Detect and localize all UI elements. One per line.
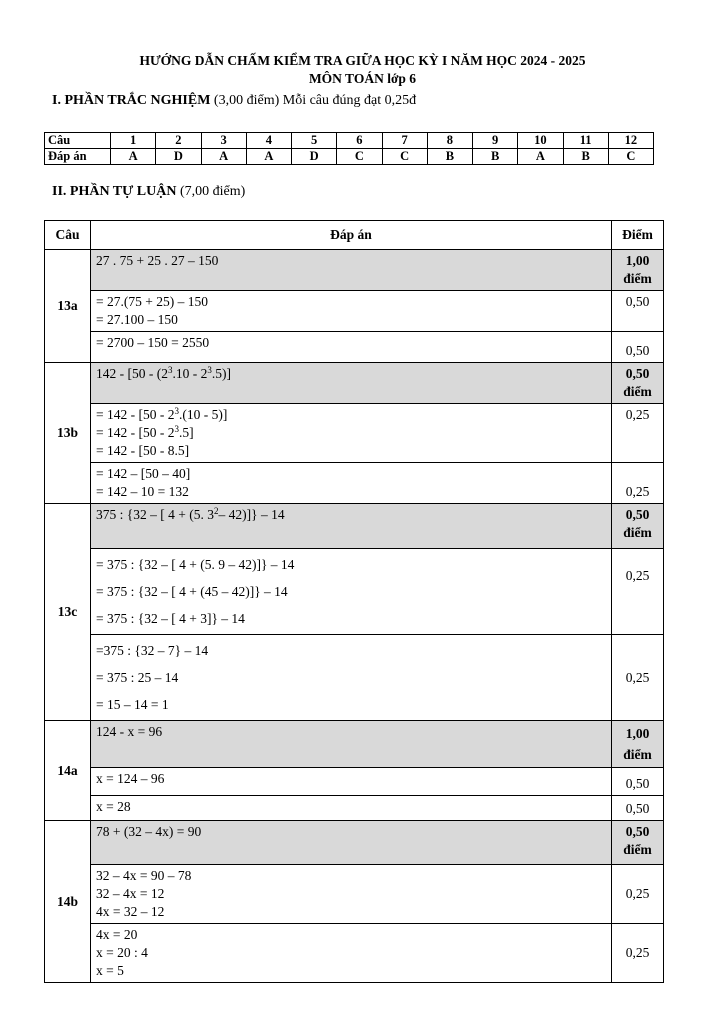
step-line: = 27.(75 + 25) – 150 bbox=[96, 294, 208, 309]
step-line: 32 – 4x = 90 – 78 bbox=[96, 868, 192, 883]
mc-question: 9 bbox=[473, 133, 518, 149]
document-subtitle: MÔN TOÁN lớp 6 bbox=[308, 71, 417, 86]
step-line: = $142 - [50 - 2^3.(10 - 5)]$ bbox=[96, 406, 228, 422]
step-line: = 375 : 25 – 14 bbox=[96, 670, 179, 685]
problem-statement: $142 - [50 - (2^3.10 - 2^3.5)]$ bbox=[91, 363, 612, 404]
step-line: = 375 : {32 – [ 4 + (5. 9 – 42)]} – 14 bbox=[96, 557, 295, 572]
section1-title: I. PHẦN TRẮC NGHIỆM bbox=[52, 93, 211, 108]
mc-question: 5 bbox=[292, 133, 337, 149]
question-label: 13b bbox=[45, 363, 91, 504]
section1-note: Mỗi câu đúng đạt 0,25đ bbox=[279, 93, 417, 108]
problem-statement: 375 : {32 – [ 4 + (5. $3^2-$ 42)]} – 14 bbox=[91, 504, 612, 549]
essay-answer-table bbox=[44, 220, 664, 983]
mc-answer: A bbox=[246, 149, 291, 165]
section2-title: II. PHẦN TỰ LUẬN bbox=[52, 184, 177, 199]
section-essay-heading bbox=[52, 184, 245, 200]
step-line: = $142 - [50 - 2^3.5]$ bbox=[96, 424, 194, 440]
solution-step bbox=[91, 291, 612, 332]
section2-points: (7,00 điểm) bbox=[176, 184, 246, 199]
essay-header-row bbox=[45, 221, 664, 250]
step-line: = 142 - [50 - 8.5] bbox=[96, 443, 190, 458]
answer-row bbox=[45, 149, 654, 165]
step-points: 0,25 bbox=[612, 865, 664, 924]
mc-question: 6 bbox=[337, 133, 382, 149]
step-line: x = 124 – 96 bbox=[96, 771, 165, 786]
mc-question: 7 bbox=[382, 133, 427, 149]
mc-answer: C bbox=[608, 149, 653, 165]
step-line: x = 5 bbox=[96, 963, 124, 978]
step-line: =375 : {32 – 7} – 14 bbox=[96, 643, 209, 658]
mc-answer: B bbox=[563, 149, 608, 165]
mc-answer: A bbox=[111, 149, 156, 165]
solution-step bbox=[91, 796, 612, 821]
step-line: 4x = 20 bbox=[96, 927, 138, 942]
step-points: 0,25 bbox=[612, 549, 664, 635]
step-points: 0,50 bbox=[612, 291, 664, 332]
mc-question: 8 bbox=[427, 133, 472, 149]
problem-total-points: 0,50 điểm bbox=[612, 504, 664, 549]
solution-step bbox=[91, 404, 612, 463]
step-line: 32 – 4x = 12 bbox=[96, 886, 165, 901]
step-line: = 15 – 14 = 1 bbox=[96, 697, 169, 712]
step-points: 0,25 bbox=[612, 924, 664, 983]
problem-total-points: 1,00 điểm bbox=[612, 721, 664, 768]
multiple-choice-answer-table bbox=[44, 132, 654, 165]
solution-step bbox=[91, 768, 612, 796]
step-line: = 142 – 10 = 132 bbox=[96, 484, 189, 499]
mc-question: 2 bbox=[156, 133, 201, 149]
problem-total-points: 0,50 điểm bbox=[612, 821, 664, 865]
step-line: x = 28 bbox=[96, 799, 131, 814]
solution-step bbox=[91, 549, 612, 635]
question-number-row bbox=[45, 133, 654, 149]
question-label: 13a bbox=[45, 250, 91, 363]
solution-step bbox=[91, 635, 612, 721]
step-line: = 2700 – 150 = 2550 bbox=[96, 335, 210, 350]
section1-points: (3,00 điểm) bbox=[210, 93, 280, 108]
step-line: x = 20 : 4 bbox=[96, 945, 148, 960]
row-label-question: Câu bbox=[45, 133, 111, 149]
solution-step bbox=[91, 865, 612, 924]
mc-question: 1 bbox=[111, 133, 156, 149]
mc-answer: C bbox=[337, 149, 382, 165]
mc-answer: C bbox=[382, 149, 427, 165]
step-points: 0,25 bbox=[612, 635, 664, 721]
question-label: 14a bbox=[45, 721, 91, 821]
question-label: 13c bbox=[45, 504, 91, 721]
problem-statement: 27 . 75 + 25 . 27 – 150 bbox=[91, 250, 612, 291]
step-points: 0,25 bbox=[612, 463, 664, 504]
solution-step bbox=[91, 924, 612, 983]
step-line: = 27.100 – 150 bbox=[96, 312, 178, 327]
mc-question: 12 bbox=[608, 133, 653, 149]
row-label-answer: Đáp án bbox=[45, 149, 111, 165]
col-header-points: Điểm bbox=[612, 221, 664, 250]
col-header-answer: Đáp án bbox=[91, 221, 612, 250]
mc-answer: A bbox=[201, 149, 246, 165]
solution-step bbox=[91, 332, 612, 363]
mc-answer: B bbox=[427, 149, 472, 165]
problem-statement: 124 - x = 96 bbox=[91, 721, 612, 768]
question-label: 14b bbox=[45, 821, 91, 983]
mc-question: 10 bbox=[518, 133, 563, 149]
step-points: 0,25 bbox=[612, 404, 664, 463]
problem-total-points: 1,00 điểm bbox=[612, 250, 664, 291]
solution-step bbox=[91, 463, 612, 504]
step-points: 0,50 bbox=[612, 796, 664, 821]
problem-statement: 78 + (32 – 4x) = 90 bbox=[91, 821, 612, 865]
section-multiple-choice-heading bbox=[52, 93, 416, 109]
mc-question: 4 bbox=[246, 133, 291, 149]
problem-total-points: 0,50 điểm bbox=[612, 363, 664, 404]
mc-question: 3 bbox=[201, 133, 246, 149]
step-line: = 142 – [50 – 40] bbox=[96, 466, 191, 481]
mc-question: 11 bbox=[563, 133, 608, 149]
col-header-question: Câu bbox=[45, 221, 91, 250]
step-line: = 375 : {32 – [ 4 + (45 – 42)]} – 14 bbox=[96, 584, 288, 599]
mc-answer: B bbox=[473, 149, 518, 165]
document-title: HƯỚNG DẪN CHẤM KIỂM TRA GIỮA HỌC KỲ I NĂM HỌC 2024 - 2025 bbox=[139, 53, 586, 68]
mc-answer: A bbox=[518, 149, 563, 165]
mc-answer: D bbox=[156, 149, 201, 165]
step-line: 4x = 32 – 12 bbox=[96, 904, 165, 919]
step-line: = 375 : {32 – [ 4 + 3]} – 14 bbox=[96, 611, 245, 626]
step-points: 0,50 bbox=[612, 332, 664, 363]
mc-answer: D bbox=[292, 149, 337, 165]
step-points: 0,50 bbox=[612, 768, 664, 796]
